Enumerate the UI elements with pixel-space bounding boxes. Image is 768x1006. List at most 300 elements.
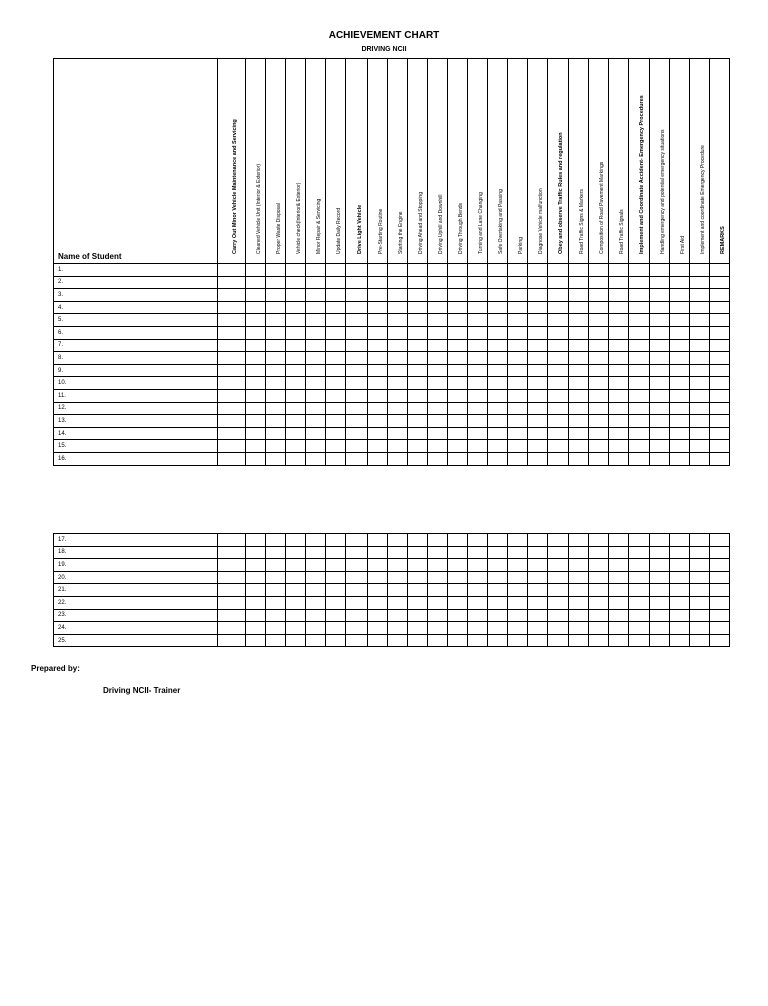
table-cell xyxy=(218,584,246,597)
table-cell xyxy=(569,301,589,314)
table-cell xyxy=(428,314,448,327)
table-cell xyxy=(368,402,388,415)
table-cell xyxy=(388,264,408,277)
table-cell xyxy=(368,377,388,390)
table-cell xyxy=(488,440,508,453)
table-cell xyxy=(548,389,569,402)
column-header-label: Minor Repair & Servicing xyxy=(315,198,322,254)
table-cell xyxy=(368,427,388,440)
table-cell xyxy=(650,364,670,377)
table-cell xyxy=(569,546,589,559)
table-cell xyxy=(710,301,730,314)
table-cell xyxy=(408,452,428,465)
column-header-label: Driving Uphill and Downhill xyxy=(437,194,444,254)
table-cell xyxy=(690,609,710,622)
table-cell xyxy=(670,289,690,302)
table-cell xyxy=(428,364,448,377)
table-cell xyxy=(468,609,488,622)
table-cell xyxy=(629,301,650,314)
table-cell xyxy=(408,301,428,314)
table-cell xyxy=(448,609,468,622)
table-cell xyxy=(609,440,629,453)
table-cell xyxy=(346,415,368,428)
table-cell xyxy=(488,584,508,597)
table-cell xyxy=(488,452,508,465)
column-header-label: Update Daily Record xyxy=(335,207,342,254)
table-cell xyxy=(326,352,346,365)
table-cell xyxy=(286,415,306,428)
table-cell xyxy=(468,622,488,635)
row-number: 25. xyxy=(54,634,218,647)
table-cell xyxy=(690,326,710,339)
table-cell xyxy=(508,634,528,647)
table-cell xyxy=(670,440,690,453)
table-cell xyxy=(508,584,528,597)
table-cell xyxy=(448,364,468,377)
table-cell xyxy=(428,584,448,597)
table-cell xyxy=(609,264,629,277)
table-cell xyxy=(670,427,690,440)
table-cell xyxy=(629,452,650,465)
table-cell xyxy=(218,427,246,440)
table-cell xyxy=(468,402,488,415)
table-cell xyxy=(306,264,326,277)
table-cell xyxy=(609,622,629,635)
table-cell xyxy=(218,415,246,428)
table-cell xyxy=(346,389,368,402)
table-cell xyxy=(650,339,670,352)
table-cell xyxy=(508,596,528,609)
table-row xyxy=(54,452,730,465)
table-cell xyxy=(670,634,690,647)
table-cell xyxy=(488,314,508,327)
table-cell xyxy=(609,389,629,402)
table-cell xyxy=(710,389,730,402)
table-cell xyxy=(569,440,589,453)
table-cell xyxy=(528,634,548,647)
table-cell xyxy=(548,289,569,302)
table-cell xyxy=(388,352,408,365)
table-cell xyxy=(629,546,650,559)
table-cell xyxy=(548,276,569,289)
table-cell xyxy=(468,634,488,647)
table-cell xyxy=(589,326,609,339)
table-cell xyxy=(528,301,548,314)
table-cell xyxy=(306,559,326,572)
table-row xyxy=(54,389,730,402)
table-cell xyxy=(408,609,428,622)
table-cell xyxy=(246,364,266,377)
table-cell xyxy=(306,634,326,647)
table-cell xyxy=(286,546,306,559)
table-cell xyxy=(306,402,326,415)
table-cell xyxy=(690,534,710,547)
table-cell xyxy=(670,402,690,415)
table-cell xyxy=(408,546,428,559)
table-cell xyxy=(548,452,569,465)
table-cell xyxy=(218,326,246,339)
table-cell xyxy=(629,596,650,609)
table-cell xyxy=(670,546,690,559)
column-header xyxy=(710,59,730,264)
table-cell xyxy=(286,584,306,597)
table-cell xyxy=(528,326,548,339)
table-cell xyxy=(428,352,448,365)
table-cell xyxy=(286,352,306,365)
table-cell xyxy=(408,314,428,327)
table-cell xyxy=(408,571,428,584)
table-cell xyxy=(468,546,488,559)
table-cell xyxy=(650,571,670,584)
table-cell xyxy=(306,584,326,597)
table-cell xyxy=(388,440,408,453)
table-cell xyxy=(569,596,589,609)
table-cell xyxy=(448,276,468,289)
column-header-label: Implement and coordinate Emergency Procedure xyxy=(699,145,706,254)
table-cell xyxy=(306,415,326,428)
achievement-table xyxy=(53,58,730,466)
table-cell xyxy=(448,415,468,428)
table-cell xyxy=(629,634,650,647)
row-number: 11. xyxy=(54,389,218,402)
table-cell xyxy=(346,584,368,597)
table-row xyxy=(54,622,730,635)
table-cell xyxy=(508,546,528,559)
table-cell xyxy=(326,276,346,289)
table-cell xyxy=(246,546,266,559)
table-cell xyxy=(528,596,548,609)
table-cell xyxy=(710,339,730,352)
table-cell xyxy=(388,596,408,609)
table-cell xyxy=(326,402,346,415)
table-cell xyxy=(246,534,266,547)
table-cell xyxy=(670,339,690,352)
table-cell xyxy=(408,377,428,390)
table-cell xyxy=(690,352,710,365)
table-cell xyxy=(528,314,548,327)
table-cell xyxy=(589,264,609,277)
table-cell xyxy=(650,402,670,415)
table-cell xyxy=(306,571,326,584)
table-cell xyxy=(528,534,548,547)
table-cell xyxy=(286,427,306,440)
table-cell xyxy=(508,339,528,352)
table-cell xyxy=(548,402,569,415)
column-header-label: Starting the Engine xyxy=(397,211,404,254)
table-cell xyxy=(388,339,408,352)
table-cell xyxy=(428,440,448,453)
table-cell xyxy=(468,596,488,609)
table-cell xyxy=(650,596,670,609)
table-cell xyxy=(670,452,690,465)
table-cell xyxy=(629,314,650,327)
table-cell xyxy=(609,289,629,302)
column-header xyxy=(346,59,368,264)
table-cell xyxy=(286,402,306,415)
table-cell xyxy=(326,534,346,547)
table-cell xyxy=(468,364,488,377)
table-cell xyxy=(346,364,368,377)
table-cell xyxy=(710,440,730,453)
table-cell xyxy=(690,440,710,453)
column-header-label: Handling emergency and potential emergency situations xyxy=(659,129,666,254)
table-cell xyxy=(609,352,629,365)
table-cell xyxy=(548,546,569,559)
column-header xyxy=(629,59,650,264)
table-cell xyxy=(548,427,569,440)
table-cell xyxy=(528,415,548,428)
table-cell xyxy=(468,584,488,597)
table-cell xyxy=(690,276,710,289)
table-cell xyxy=(346,571,368,584)
column-header-label: Cleaned Vehicle Unit (Interior & Exterior) xyxy=(255,163,262,254)
table-cell xyxy=(218,402,246,415)
table-cell xyxy=(448,377,468,390)
table-cell xyxy=(548,609,569,622)
table-cell xyxy=(428,452,448,465)
table-cell xyxy=(306,440,326,453)
table-cell xyxy=(218,546,246,559)
table-cell xyxy=(368,609,388,622)
table-cell xyxy=(368,276,388,289)
table-cell xyxy=(710,264,730,277)
table-cell xyxy=(548,622,569,635)
table-cell xyxy=(266,596,286,609)
table-cell xyxy=(388,415,408,428)
table-cell xyxy=(468,440,488,453)
table-cell xyxy=(690,389,710,402)
table-cell xyxy=(589,559,609,572)
table-cell xyxy=(218,364,246,377)
table-cell xyxy=(266,634,286,647)
table-cell xyxy=(569,314,589,327)
column-header-label: Pre-Starting Routine xyxy=(377,208,384,254)
table-cell xyxy=(246,314,266,327)
table-cell xyxy=(650,415,670,428)
table-cell xyxy=(388,276,408,289)
table-cell xyxy=(326,609,346,622)
row-number: 2. xyxy=(54,276,218,289)
table-cell xyxy=(710,364,730,377)
table-cell xyxy=(218,352,246,365)
column-header xyxy=(266,59,286,264)
table-cell xyxy=(428,571,448,584)
table-cell xyxy=(589,276,609,289)
table-cell xyxy=(528,339,548,352)
table-cell xyxy=(569,377,589,390)
table-cell xyxy=(388,559,408,572)
table-cell xyxy=(448,584,468,597)
column-header-label: First Aid xyxy=(679,235,686,254)
table-cell xyxy=(589,389,609,402)
column-header xyxy=(246,59,266,264)
column-header-label: Safe Overtaking and Passing xyxy=(497,189,504,254)
table-cell xyxy=(468,289,488,302)
table-cell xyxy=(468,559,488,572)
table-cell xyxy=(368,314,388,327)
table-cell xyxy=(368,364,388,377)
table-cell xyxy=(388,314,408,327)
column-header xyxy=(609,59,629,264)
table-cell xyxy=(266,546,286,559)
table-cell xyxy=(609,427,629,440)
table-cell xyxy=(528,402,548,415)
table-cell xyxy=(368,339,388,352)
table-cell xyxy=(569,326,589,339)
column-header xyxy=(569,59,589,264)
table-cell xyxy=(408,596,428,609)
table-cell xyxy=(488,634,508,647)
table-cell xyxy=(589,377,609,390)
table-cell xyxy=(690,584,710,597)
column-header xyxy=(306,59,326,264)
table-cell xyxy=(710,377,730,390)
table-cell xyxy=(428,559,448,572)
column-header-label: Road Traffic Signs & Markers xyxy=(578,189,585,254)
table-cell xyxy=(609,377,629,390)
table-cell xyxy=(246,389,266,402)
table-cell xyxy=(488,352,508,365)
table-cell xyxy=(468,452,488,465)
table-cell xyxy=(408,264,428,277)
table-cell xyxy=(326,389,346,402)
table-cell xyxy=(218,622,246,635)
table-cell xyxy=(690,427,710,440)
table-cell xyxy=(306,326,326,339)
table-cell xyxy=(609,546,629,559)
table-cell xyxy=(448,546,468,559)
table-cell xyxy=(690,546,710,559)
row-number: 18. xyxy=(54,546,218,559)
page-subtitle: DRIVING NCII xyxy=(361,46,407,53)
table-cell xyxy=(670,571,690,584)
table-cell xyxy=(589,352,609,365)
table-cell xyxy=(306,596,326,609)
table-cell xyxy=(528,452,548,465)
table-cell xyxy=(428,402,448,415)
table-cell xyxy=(629,609,650,622)
table-cell xyxy=(488,264,508,277)
table-cell xyxy=(488,546,508,559)
table-cell xyxy=(368,415,388,428)
table-cell xyxy=(266,534,286,547)
table-cell xyxy=(589,427,609,440)
table-cell xyxy=(448,427,468,440)
table-row xyxy=(54,339,730,352)
table-cell xyxy=(690,571,710,584)
table-cell xyxy=(218,571,246,584)
table-cell xyxy=(246,402,266,415)
row-number: 22. xyxy=(54,596,218,609)
table-cell xyxy=(508,402,528,415)
table-cell xyxy=(629,622,650,635)
column-header xyxy=(508,59,528,264)
table-cell xyxy=(650,352,670,365)
table-cell xyxy=(408,534,428,547)
table-cell xyxy=(710,571,730,584)
table-cell xyxy=(408,276,428,289)
row-number: 21. xyxy=(54,584,218,597)
table-cell xyxy=(246,326,266,339)
table-cell xyxy=(690,339,710,352)
table-cell xyxy=(286,452,306,465)
table-cell xyxy=(266,289,286,302)
table-cell xyxy=(218,314,246,327)
table-cell xyxy=(589,534,609,547)
column-header xyxy=(488,59,508,264)
table-cell xyxy=(428,339,448,352)
table-cell xyxy=(346,534,368,547)
table-cell xyxy=(670,276,690,289)
table-cell xyxy=(629,352,650,365)
table-cell xyxy=(306,314,326,327)
table-cell xyxy=(528,364,548,377)
table-cell xyxy=(488,364,508,377)
table-cell xyxy=(428,377,448,390)
table-cell xyxy=(710,584,730,597)
table-cell xyxy=(488,289,508,302)
table-cell xyxy=(528,427,548,440)
table-cell xyxy=(548,364,569,377)
table-cell xyxy=(346,634,368,647)
table-cell xyxy=(266,301,286,314)
table-cell xyxy=(569,364,589,377)
table-cell xyxy=(690,364,710,377)
table-cell xyxy=(448,264,468,277)
table-cell xyxy=(609,339,629,352)
table-cell xyxy=(670,377,690,390)
table-cell xyxy=(326,339,346,352)
table-cell xyxy=(488,389,508,402)
row-number: 24. xyxy=(54,622,218,635)
table-cell xyxy=(346,609,368,622)
table-cell xyxy=(690,559,710,572)
table-cell xyxy=(286,339,306,352)
table-cell xyxy=(368,584,388,597)
table-cell xyxy=(246,301,266,314)
table-cell xyxy=(508,534,528,547)
table-cell xyxy=(408,634,428,647)
table-cell xyxy=(266,264,286,277)
table-cell xyxy=(629,402,650,415)
table-cell xyxy=(548,415,569,428)
row-number: 23. xyxy=(54,609,218,622)
row-number: 4. xyxy=(54,301,218,314)
column-header-label: Obey and observe Traffic Rules and regulation xyxy=(558,132,564,254)
table-cell xyxy=(488,339,508,352)
table-cell xyxy=(246,596,266,609)
table-cell xyxy=(629,289,650,302)
table-cell xyxy=(368,596,388,609)
table-cell xyxy=(548,326,569,339)
table-cell xyxy=(246,622,266,635)
table-row xyxy=(54,326,730,339)
table-cell xyxy=(266,364,286,377)
table-cell xyxy=(508,452,528,465)
table-cell xyxy=(629,264,650,277)
table-cell xyxy=(710,402,730,415)
table-cell xyxy=(650,326,670,339)
table-cell xyxy=(346,440,368,453)
table-cell xyxy=(488,301,508,314)
table-cell xyxy=(266,609,286,622)
table-cell xyxy=(306,364,326,377)
table-cell xyxy=(569,402,589,415)
table-cell xyxy=(548,634,569,647)
table-cell xyxy=(326,452,346,465)
column-header-label: Road Traffic Signals xyxy=(618,209,625,254)
table-cell xyxy=(670,264,690,277)
